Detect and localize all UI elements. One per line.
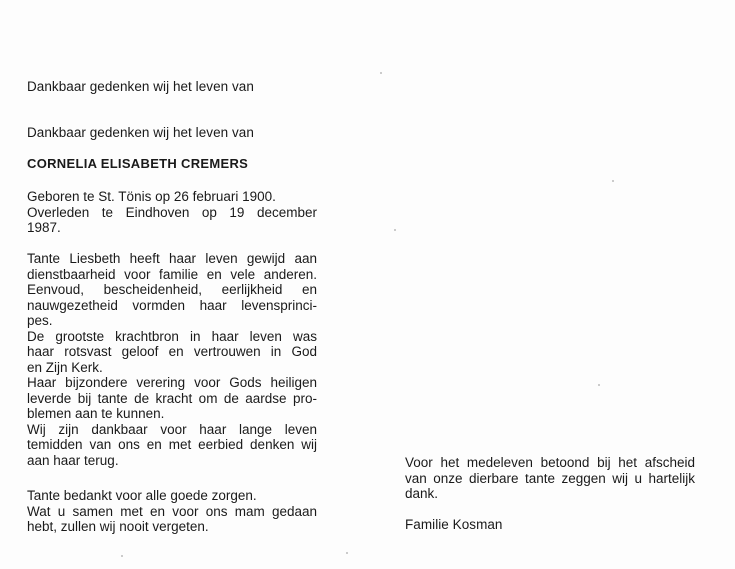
birth-line: Geboren te St. Tönis op 26 februari 1900. (27, 189, 276, 204)
death-year-line: 1987. (27, 220, 61, 235)
death-line: Overleden te Eindhoven op 19 december (27, 204, 317, 220)
tribute-line: dienstbaarheid voor familie en vele anderen. (27, 266, 317, 282)
thanks-block (405, 455, 695, 502)
deceased-name: CORNELIA ELISABETH CREMERS (27, 156, 249, 171)
tribute-line: en Zijn Kerk. (27, 359, 103, 375)
tribute-line: Haar bijzondere verering voor Gods heiligen (27, 375, 317, 390)
closing-line: hebt, zullen wij nooit vergeten. (27, 519, 209, 534)
speck (598, 384, 600, 386)
speck (394, 229, 396, 231)
tribute-line: pes. (27, 313, 53, 328)
thanks-line: van onze dierbare tante zeggen wij u hartelijk (405, 470, 695, 486)
speck (612, 180, 614, 182)
tribute-line: haar rotsvast geloof en vertrouwen in God (27, 344, 317, 359)
tribute-line: De grootste krachtbron in haar leven was (27, 328, 317, 344)
tribute-line: Tante Liesbeth heeft haar leven gewijd aan (27, 251, 317, 266)
speck (121, 555, 123, 557)
tribute-block (27, 251, 317, 468)
thanks-line: dank. (405, 486, 439, 501)
closing-line: Wat u samen met en voor ons mam gedaan (27, 503, 317, 519)
tribute-line: nauwgezetheid vormden haar levensprinci- (27, 297, 317, 313)
tribute-line: temidden van ons en met eerbied denken wij (27, 437, 317, 452)
header-line-1: Dankbaar gedenken wij het leven van (27, 79, 254, 94)
tribute-line: aan haar terug. (27, 452, 119, 468)
speck (346, 552, 348, 554)
tribute-line: Wij zijn dankbaar voor haar lange leven (27, 421, 317, 437)
speck (380, 72, 382, 74)
tribute-line: leverde bij tante de kracht om de aardse pro- (27, 390, 317, 406)
closing-block (27, 488, 317, 535)
signature: Familie Kosman (405, 517, 503, 532)
tribute-line: Eenvoud, bescheidenheid, eerlijkheid en (27, 282, 317, 297)
closing-line: Tante bedankt voor alle goede zorgen. (27, 488, 257, 503)
thanks-line: Voor het medeleven betoond bij het afscheid (405, 455, 695, 470)
tribute-line: blemen aan te kunnen. (27, 406, 165, 421)
birth-death-block (27, 189, 317, 236)
header-line-2: Dankbaar gedenken wij het leven van (27, 125, 254, 140)
